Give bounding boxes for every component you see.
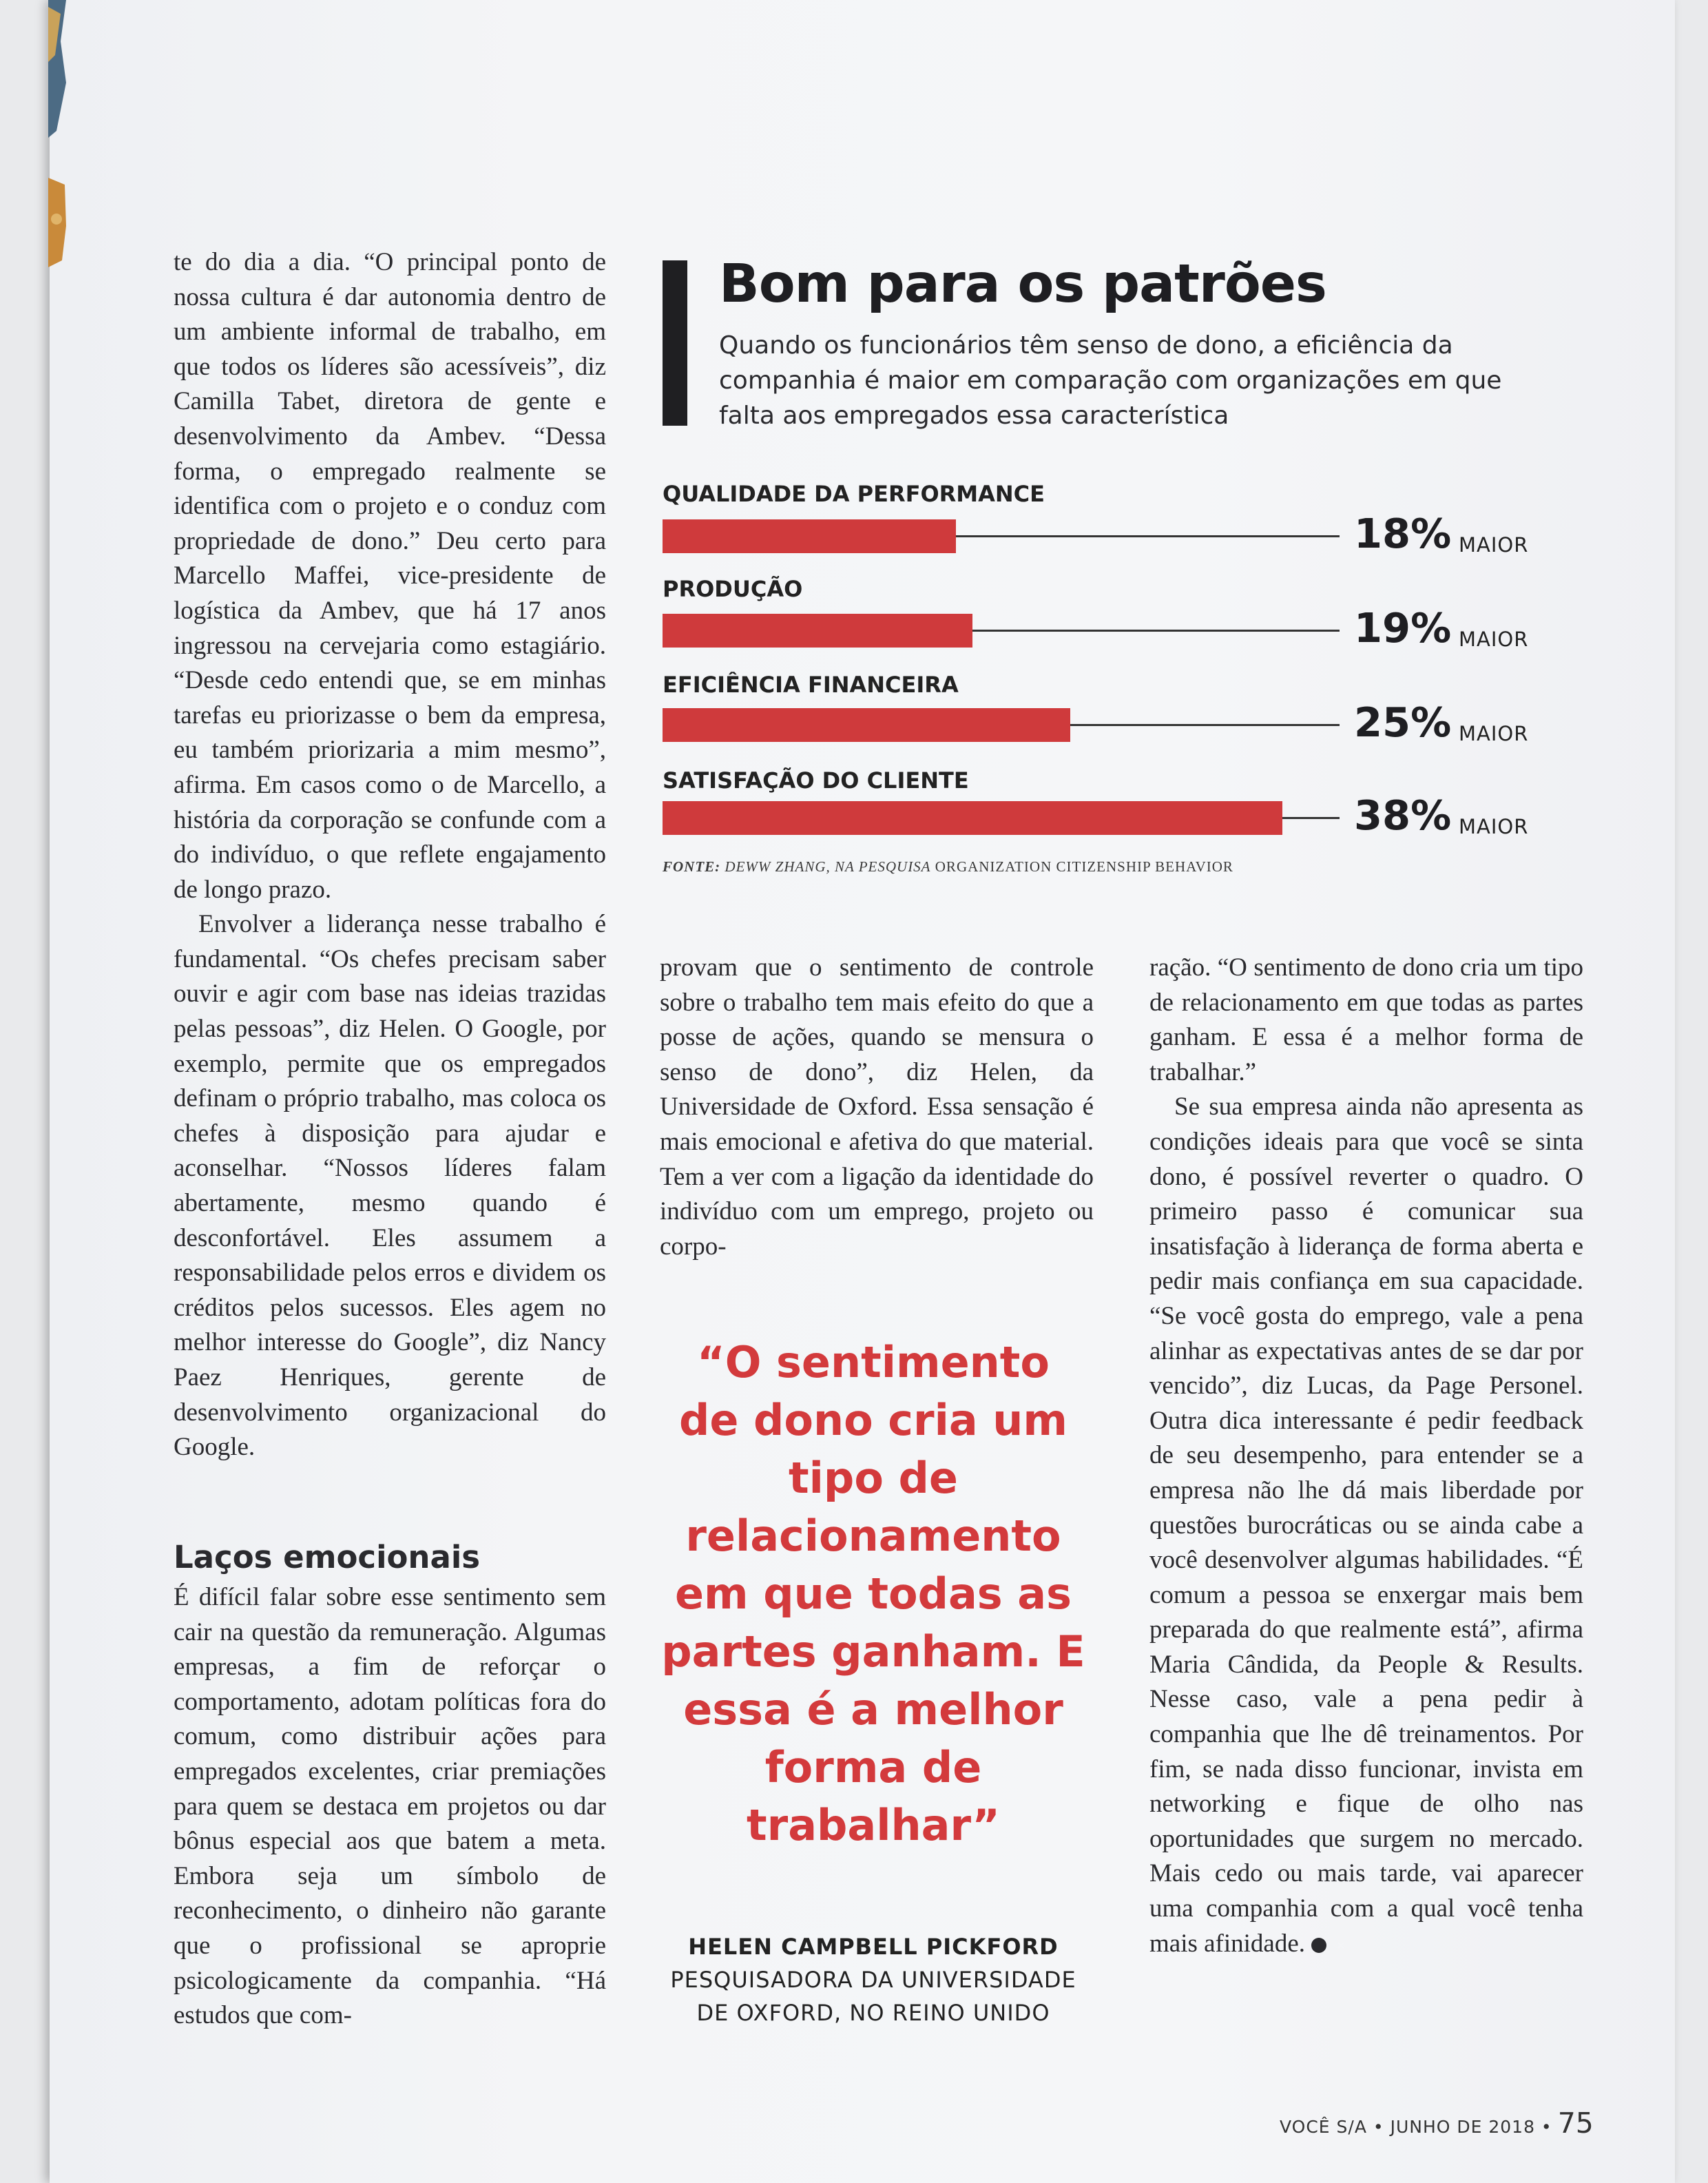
bar-value-label: 38% (1354, 792, 1452, 839)
bar-leader-line (972, 630, 1340, 632)
article-paragraph: te do dia a dia. “O principal ponto de nossa cultura é dar autonomia dentro de um ambiente informal de trabalho, em que todos os líderes são acessíveis”, diz Camilla Tabet, diretora de gente e desenvolvimento da Ambev. “Dessa forma, o empregado realmente se identifica com o projeto e o conduz com propriedade de dono.” Deu certo para Marcello Maffei, vice-presidente de logística da Ambev, que há 17 anos ingressou na cervejaria como estagiário. “Desde cedo entendi que, se em minhas tarefas eu priorizasse o bem da empresa, eu também priorizaria a mim mesmo”, afirma. Em casos como o de Marcello, a história da corporação se confunde com a do indivíduo, o que reflete engajamento de longo prazo. (174, 248, 606, 904)
pull-quote: “O sentimento de dono cria um tipo de relacionamento em que todas as partes ganham. E essa é a melhor forma de trabalhar” (661, 1337, 1085, 1850)
page-footer (1280, 2107, 1594, 2140)
bar (663, 708, 1070, 742)
bar-value-label: 18% (1354, 510, 1452, 557)
facing-page-art-top (48, 0, 67, 138)
article-paragraph: Envolver a liderança nesse trabalho é fundamental. “Os chefes precisam saber ouvir e agir com base nas ideias trazidas pelas pessoas”, diz Helen. O Google, por exemplo, permite que os empregados definam o próprio trabalho, mas coloca os chefes à disposição para ajudar e aconselhar. “Nossos líderes falam abertamente, mesmo quando é desconfortável. Eles assumem a responsabilidade pelos erros e dividem os créditos pelos sucessos. Eles agem no melhor interesse do Google”, diz Nancy Paez Henriques, gerente de desenvolvimento organizacional do Google. (174, 910, 606, 1462)
bar (663, 519, 956, 553)
bar-leader-line (956, 535, 1340, 537)
page-number: 75 (1557, 2107, 1594, 2140)
infographic-title: Bom para os patrões (719, 254, 1326, 315)
bar-category-label: QUALIDADE DA PERFORMANCE (663, 481, 1045, 507)
facing-page-art-middle (48, 178, 67, 267)
footer-magazine: VOCÊ S/A • JUNHO DE 2018 • (1280, 2117, 1552, 2137)
bar-unit-label: MAIOR (1459, 722, 1529, 745)
bar-category-label: PRODUÇÃO (663, 576, 803, 602)
bar-value-label: 25% (1354, 699, 1452, 746)
attribution-role: PESQUISADORA DA UNIVERSIDADE DE OXFORD, NO REINO UNIDO (670, 1967, 1076, 2026)
section-subhead: Laços emocionais (174, 1539, 481, 1575)
source-prefix: FONTE: (663, 858, 721, 875)
infographic-accent-bar (663, 260, 687, 426)
article-column-3 (1149, 951, 1583, 1961)
article-paragraph: provam que o sentimento de controle sobre o trabalho tem mais efeito do que a posse de ações, quando se mensura o senso de dono”, diz Helen, da Universidade de Oxford. Essa sensação é mais emocional e afetiva do que material. Tem a ver com a ligação da identidade do indivíduo com um emprego, projeto ou corpo- (660, 953, 1094, 1261)
bar-unit-label: MAIOR (1459, 628, 1529, 651)
article-column-1-continued (174, 1580, 606, 2034)
bar-unit-label: MAIOR (1459, 815, 1529, 838)
bar-unit-label: MAIOR (1459, 533, 1529, 557)
end-of-article-icon: × (1311, 1938, 1326, 1953)
bar-category-label: SATISFAÇÃO DO CLIENTE (663, 767, 969, 794)
bar (663, 614, 972, 648)
infographic-source (663, 858, 1233, 876)
article-paragraph: ração. “O sentimento de dono cria um tipo de relacionamento em que todas as partes ganham. E essa é a melhor forma de trabalhar.” (1149, 953, 1583, 1086)
source-study: ORGANIZATION CITIZENSHIP BEHAVIOR (935, 858, 1233, 875)
article-column-2 (660, 951, 1094, 1264)
bar-leader-line (1070, 724, 1340, 726)
bar-category-label: EFICIÊNCIA FINANCEIRA (663, 672, 959, 698)
article-column-1 (174, 245, 606, 1465)
article-paragraph: É difícil falar sobre esse sentimento sem cair na questão da remuneração. Algumas empresas, a fim de reforçar o comportamento, adotam políticas fora do comum, como distribuir ações para empregados excelentes, criar premiações para quem se destaca em projetos ou dar bônus especial aos que batem a meta. Embora seja um símbolo de reconhecimento, o dinheiro não garante que o profissional se aproprie psicologicamente da companhia. “Há estudos que com- (174, 1583, 606, 2030)
article-paragraph: Se sua empresa ainda não apresenta as condições ideais para que você se sinta dono, é possível reverter o quadro. O primeiro passo é comunicar sua insatisfação à liderança de forma aberta e pedir mais confiança em sua capacidade. “Se você gosta do emprego, vale a pena alinhar as expectativas antes de se dar por vencido”, diz Lucas, da Page Personel. Outra dica interessante é pedir feedback de seu desempenho, para entender se a empresa não lhe dá mais liberdade por questões burocráticas ou se ainda cabe a você desenvolver algumas habilidades. “É comum a pessoa se enxergar mais bem preparada do que realmente está”, afirma Maria Cândida, da People & Results. Nesse caso, vale a pena pedir à companhia que lhe dê treinamentos. Por fim, se nada disso funcionar, invista em networking e fique de olho nas oportunidades que surgem no mercado. Mais cedo ou mais tarde, vai aparecer uma companhia com a qual você tenha mais afinidade. (1149, 1093, 1583, 1958)
pull-quote-attribution (660, 1930, 1087, 2029)
infographic-subtitle: Quando os funcionários têm senso de dono, a eficiência da companhia é maior em comparação com organizações em que falta aos empregados essa característica (719, 331, 1502, 430)
bar-leader-line (1282, 817, 1340, 819)
bar-value-label: 19% (1354, 604, 1452, 652)
attribution-name: HELEN CAMPBELL PICKFORD (688, 1934, 1059, 1960)
source-text: DEWW ZHANG, NA PESQUISA (725, 858, 931, 875)
bar (663, 801, 1282, 835)
